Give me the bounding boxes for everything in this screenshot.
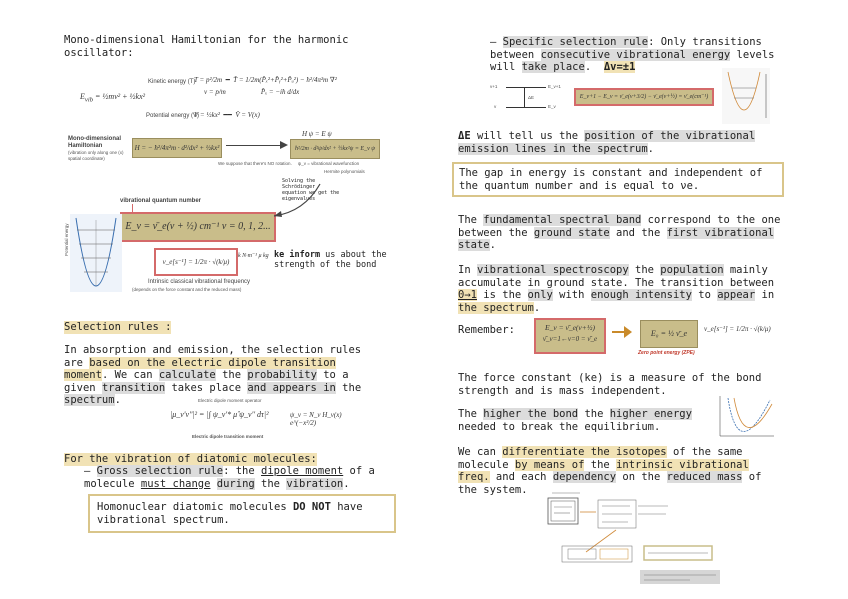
eigenvalue-eq: E_v = ν̄_e(v + ½) cm⁻¹ v = 0, 1, 2... — [125, 221, 271, 232]
iso-t9: on the — [616, 471, 667, 483]
energy-eq: $E_{vib}$ = ½mv² + ½kx² — [80, 92, 146, 104]
dipole-psi: ψ_v = N_v H_v(x) e^(−x²/2) — [290, 411, 342, 427]
iso-t3: of the same molecule — [458, 446, 743, 471]
force-constant-paragraph: The force constant (ke) is a measure of the bond strength and is mass independent. — [458, 372, 762, 397]
p1-t7: to a given — [64, 369, 349, 394]
remember-eq3: E₀ = ½ ν̄_e — [650, 329, 688, 338]
iso-t5: the — [584, 458, 617, 471]
iso-means: by means of — [514, 458, 585, 471]
p1-spectrum: spectrum — [64, 394, 115, 406]
de-position: position of the vibrational emission lines in the spectrum — [458, 130, 756, 155]
specific-take: take place — [521, 61, 585, 73]
kinetic-label: Kinetic energy (T) — [148, 79, 196, 85]
kinetic-eq: T = p²/2m ━ T̂ = 1/2m(P̂ₓ²+P̂ᵧ²+P̂ᵤ²) − ħ²/4π²m ∇² — [194, 76, 337, 84]
arrow-line — [226, 145, 284, 146]
remember-label: Remember: — [458, 324, 515, 336]
p1-t5: the — [215, 369, 248, 381]
specific-t2: : Only transitions between — [490, 36, 762, 61]
p1-t3: . We can — [101, 369, 159, 381]
mono-sub: (vibration only along one (x) spatial coordinate) — [68, 150, 124, 161]
homo-t3: have vibrational spectrum. — [97, 501, 363, 526]
hamiltonian-box: H = − ħ²/4π²m · d²/dx² + ½kx² — [132, 138, 222, 158]
iso-mass: reduced mass — [666, 471, 743, 483]
arrow-head — [280, 141, 288, 149]
zpe-label: Zero point energy (ZPE) — [638, 350, 695, 356]
spec-t3: the — [628, 264, 661, 276]
gross-t6 — [210, 478, 216, 490]
ke-note-rest: us about the strength of the bond — [274, 250, 387, 270]
iso-t11: of the system. — [458, 471, 762, 496]
iso-dep: dependency — [552, 471, 617, 483]
hb-t5: needed to break the equilibrium. — [458, 420, 661, 433]
wavefunction-label: ψ_v = vibrational wavefunction — [298, 161, 360, 166]
specific-consecutive: consecutive vibrational energy — [540, 48, 731, 61]
fund-t7: . — [489, 239, 496, 251]
spec-t1: In — [458, 264, 477, 276]
level-plot — [722, 68, 770, 124]
fund-t1: The — [458, 214, 484, 226]
p1-t13: . — [114, 394, 121, 406]
gap-box: The gap in energy is constant and independent of the quantum number and is equal to νe. — [452, 162, 784, 197]
hb-t3: the — [578, 408, 610, 420]
remember-eq2: ν̄_v=1←v=0 = ν̄_e — [542, 335, 598, 343]
de-label: ΔE — [458, 130, 471, 142]
delta-e-paragraph — [458, 130, 783, 155]
p1-calc: calculate — [158, 369, 216, 381]
remember-arrow-head — [624, 326, 632, 338]
ke-note-strong: ke inform — [274, 250, 321, 260]
p1-appears: and appears in — [247, 381, 336, 394]
spec-01: 0→1 — [458, 289, 477, 301]
specific-t6: . — [584, 61, 592, 73]
specific-label: Specific selection rule — [502, 36, 649, 48]
level-v1-label: v+1 — [490, 84, 498, 89]
level-eq-box: E_v+1 − E_v = ν̄_e(v+3/2) − ν̄_e(v+½) = ν̄_e(cm⁻¹) — [574, 88, 714, 106]
gross-rule: – Gross selection rule: the dipole moment of a molecule must change during the vibration. — [84, 465, 375, 490]
level-lower — [506, 107, 546, 108]
morse-plot — [716, 394, 776, 440]
page-title: Mono-dimensional Hamiltonian for the harmonic oscillator: — [64, 34, 349, 59]
de-t2: will tell us the — [470, 130, 585, 142]
homo-t1: Homonuclear diatomic molecules — [97, 501, 293, 513]
energy-levels-figure — [486, 80, 786, 120]
spec-the: the spectrum — [458, 301, 534, 314]
hb-t1: The — [458, 408, 484, 420]
potential-label: Potential energy (V) — [146, 113, 200, 119]
fund-t5: and the — [609, 226, 667, 239]
homo-donot: DO NOT — [292, 501, 331, 513]
ke-note — [274, 250, 390, 270]
dipole-op-label: Electric dipole moment operator — [198, 398, 262, 403]
level-ev: E_v — [548, 104, 556, 109]
schrodinger-box: ħ²/2m · d²ψ/dx² + ½kx²ψ = E_v ψ — [290, 139, 380, 159]
curved-arrow — [264, 182, 324, 222]
frequency-box — [154, 248, 238, 276]
fund-band: fundamental spectral band — [483, 214, 642, 226]
spec-vib: vibrational spectroscopy — [476, 264, 629, 276]
level-de: ΔE — [528, 95, 535, 100]
spec-intensity: enough intensity — [590, 289, 692, 301]
fundamental-paragraph — [458, 214, 783, 252]
p1-transition: transition — [101, 381, 166, 394]
p1-dipole: based on the electric dipole transition moment — [64, 356, 336, 381]
remember-eq4: ν_e[s⁻¹] = 1/2π · √(k/μ) — [704, 325, 771, 333]
spec-t15: . — [533, 301, 541, 314]
units-label: k N·m⁻¹ μ kg — [238, 253, 269, 259]
isotopes-paragraph — [458, 446, 783, 496]
gross-t10: . — [343, 477, 350, 490]
hermite-label: Hermite polynomials — [324, 169, 365, 174]
gross-t2: : the — [223, 465, 262, 477]
delta-v-rule: Δv=±1 — [603, 61, 636, 73]
schrod-label: H ψ = E ψ — [302, 130, 332, 138]
p1-t11: the — [335, 381, 362, 394]
iso-t1: We can — [458, 446, 503, 458]
spec-appear: appear — [717, 289, 756, 301]
eigenvalue-box — [120, 212, 276, 242]
spec-t5: mainly accumulate in ground state. The transition between — [458, 264, 775, 289]
gross-t8: the — [254, 477, 287, 490]
spectroscopy-paragraph — [458, 264, 783, 314]
iso-t7: and each — [489, 471, 553, 483]
level-upper — [506, 87, 546, 88]
remember-box-2 — [640, 320, 698, 348]
gross-must: must change — [140, 477, 211, 490]
solving-note: Solving the Schrödinger equation we get the eigenvalues — [282, 178, 340, 202]
de-t4: . — [647, 142, 654, 155]
hb-bond: higher the bond — [483, 408, 579, 420]
gross-label: Gross selection rule — [96, 465, 224, 477]
vqn-label: vibrational quantum number — [120, 198, 202, 204]
diatomic-heading: For the vibration of diatomic molecules: — [64, 453, 317, 465]
vqn-pointer — [132, 204, 133, 212]
spec-only: only — [527, 289, 553, 301]
hamiltonian-figure — [64, 66, 388, 306]
gross-t4: of a molecule — [84, 465, 375, 490]
iso-diff: differentiate the isotopes — [502, 446, 667, 458]
specific-t4: levels will — [490, 48, 775, 73]
level-ev1: E_v+1 — [548, 84, 561, 89]
selection-rules-heading: Selection rules : — [64, 321, 172, 333]
potential-well-plot — [70, 214, 122, 292]
dipole-tm-label: Electric dipole transition moment — [192, 434, 264, 439]
freq-caption-1: Intrinsic classical vibrational frequency — [148, 279, 251, 285]
potential-axis: Potential energy — [64, 223, 69, 256]
spec-t9: with — [552, 289, 591, 301]
level-v-label: v — [494, 104, 497, 109]
fund-t3: correspond to the one between the — [458, 214, 781, 239]
spec-t11: to — [691, 289, 718, 301]
specific-rule: – Specific selection rule: Only transitions between consecutive vibrational energy levels will take place. Δv=±1 — [490, 36, 775, 73]
spec-t7: is the — [476, 289, 528, 301]
spec-t13: in — [755, 289, 775, 301]
homonuclear-box — [88, 494, 396, 533]
dipole-eq: |μ_v'v''|² = |∫ ψ_v'* μ̂ ψ_v'' dτ|² — [170, 410, 269, 419]
freq-caption-2: (depends on the force constant and the reduced mass) — [132, 287, 242, 292]
frequency-eq: ν_e[s⁻¹] = 1/2π · √(k/μ) — [162, 258, 230, 266]
gross-dipole: dipole moment — [261, 465, 344, 477]
level-arrow — [524, 88, 525, 107]
remember-eq1: E_v = ν̄_e(v+½) — [545, 323, 595, 332]
gross-during: during — [216, 477, 255, 490]
gross-vibration: vibration — [286, 477, 344, 490]
velocity-eq: v = p/m P̂ₓ = −iħ d/dx — [204, 88, 300, 96]
spec-pop: population — [660, 264, 724, 276]
hb-energy: higher energy — [609, 408, 692, 420]
no-rotation-note: We suppose that there's NO rotation. — [218, 161, 292, 166]
potential-eq: V = ½kx² ━━ V̂ = V(x) — [194, 111, 260, 119]
p1-prob: probability — [247, 369, 317, 381]
fund-first: first vibrational state — [458, 226, 775, 251]
remember-box-1 — [534, 318, 606, 354]
isotope-figure — [540, 490, 730, 590]
dipole-figure — [170, 398, 360, 444]
p1-t9: takes place — [165, 381, 248, 394]
fund-ground: ground state — [533, 226, 610, 239]
iso-freq: intrinsic vibrational freq. — [458, 458, 749, 483]
mono-label: Mono-dimensional Hamiltonian — [68, 136, 121, 149]
higher-bond-paragraph — [458, 408, 708, 433]
p1-t1: In absorption and emission, the selection rules are — [64, 344, 362, 369]
